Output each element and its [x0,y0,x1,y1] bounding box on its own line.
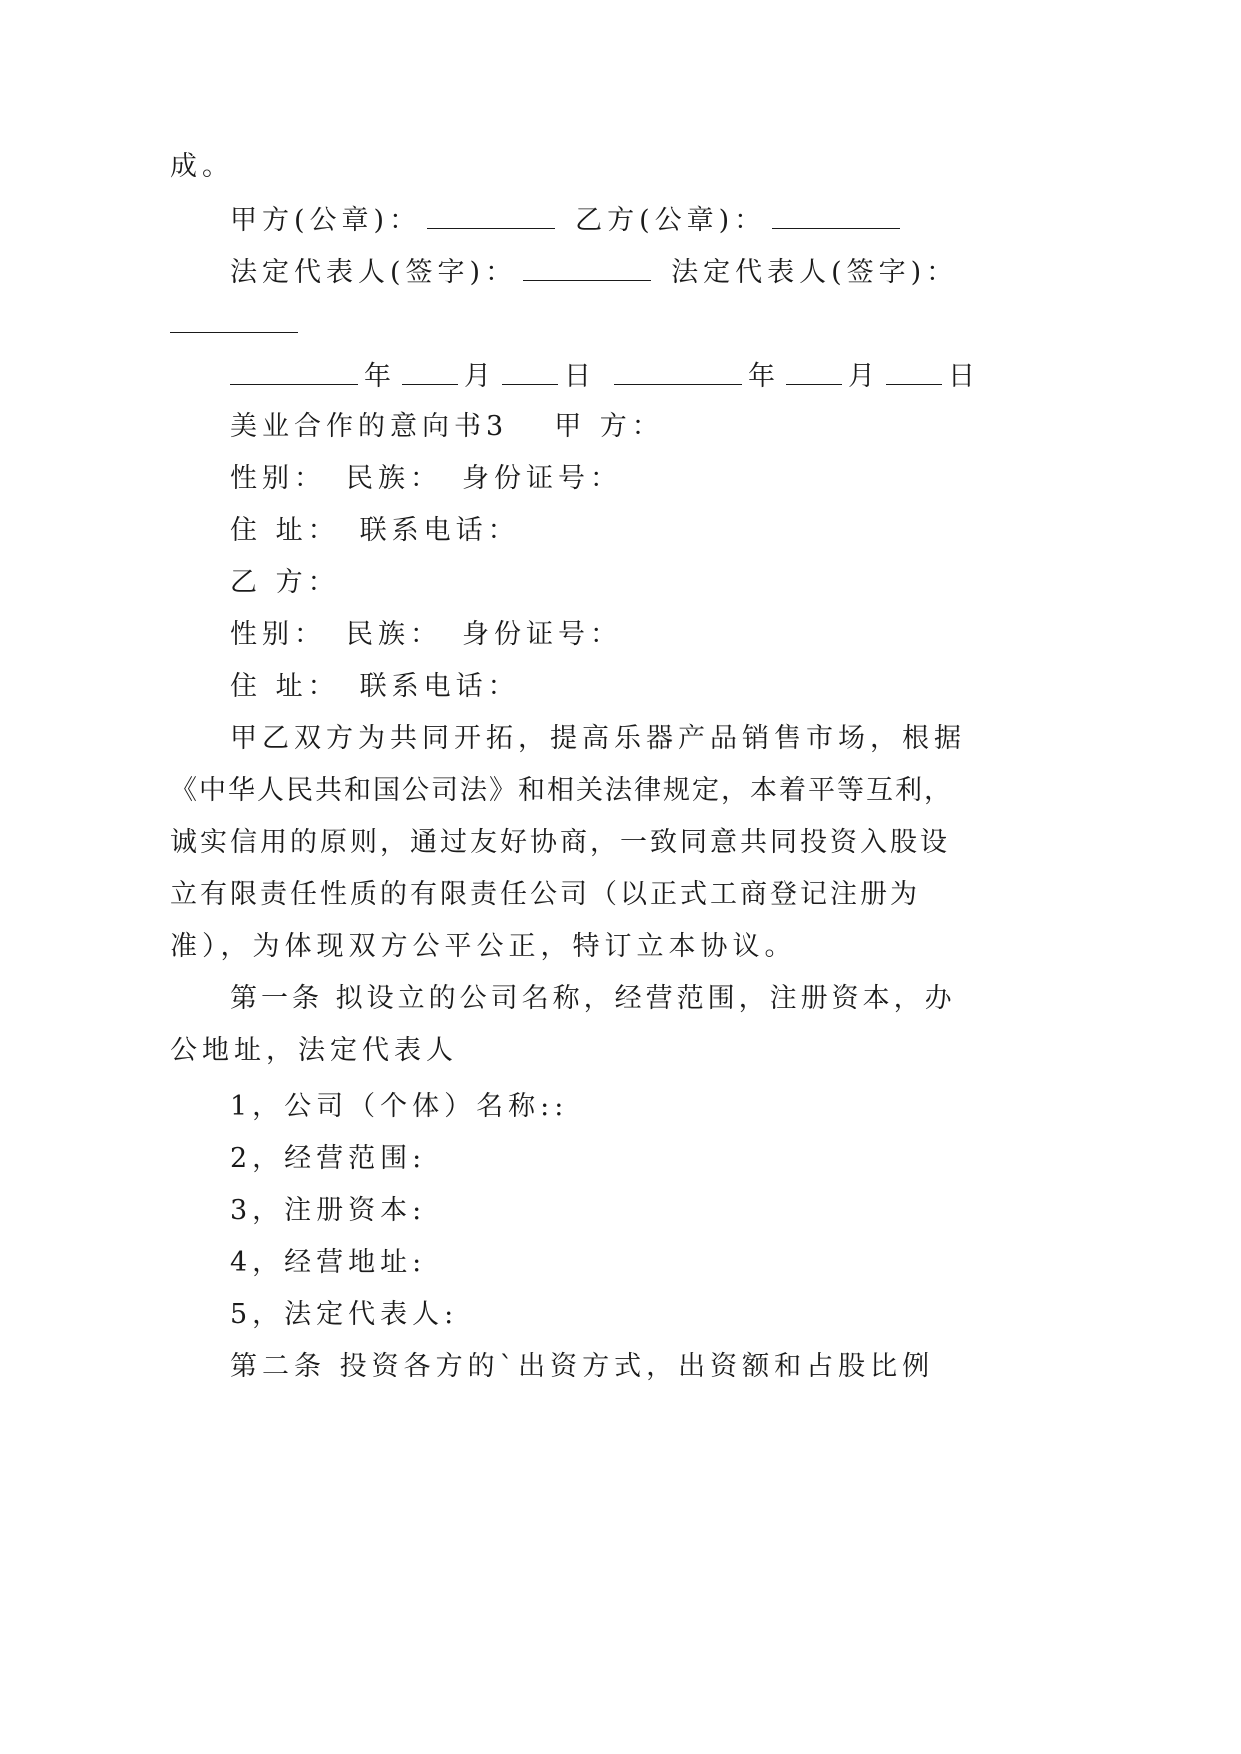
article-heading-line [230,982,956,1016]
list-item [230,1090,940,1124]
list-item-text: 1，公司（个体）名称:: [230,1091,569,1122]
address-label: 住 址： [230,671,340,702]
paragraph-text: 甲乙双方为共同开拓，提高乐器产品销售市场，根据 [230,723,966,754]
signature-line-seal [230,202,940,238]
paragraph-line [170,878,940,912]
text-line [170,150,940,184]
signature-line-rep-continued [170,306,940,342]
year-label: 年 [748,361,780,392]
party-b-contact-line [230,670,940,704]
party-b-rep-label: 法定代表人(签字)： [671,257,959,288]
article-1-heading: 第一条 拟设立的公司名称，经营范围，注册资本，办 [230,983,956,1014]
paragraph-text: 诚实信用的原则，通过友好协商，一致同意共同投资入股设 [170,827,950,858]
article-2-heading: 第二条 投资各方的`出资方式，出资额和占股比例 [230,1351,935,1382]
ethnicity-label: 民族： [346,619,442,650]
paragraph-line [170,826,950,860]
date-a-month-blank [402,358,458,385]
id-number-label: 身份证号： [462,619,622,650]
list-item-text: 5，法定代表人: [230,1299,459,1330]
list-item [230,1298,940,1332]
article-1-heading-continued: 公地址，法定代表人 [170,1035,458,1066]
document-title: 美业合作的意向书3 [230,411,509,442]
month-label: 月 [464,361,496,392]
party-a-info-line [230,462,940,496]
list-item [230,1194,940,1228]
date-b-month-blank [786,358,842,385]
day-label: 日 [948,361,980,392]
article-heading-line [170,1034,940,1068]
paragraph-text: 立有限责任性质的有限责任公司（以正式工商登记注册为 [170,879,920,910]
date-b-year-blank [614,358,742,385]
party-b-heading-line [230,566,940,600]
article-heading-line [230,1350,940,1384]
date-line [230,358,980,394]
gender-label: 性别： [230,619,326,650]
party-b-heading: 乙 方： [230,567,340,598]
party-a-contact-line [230,514,940,548]
paragraph-text: 《中华人民共和国公司法》和相关法律规定，本着平等互利， [170,775,953,806]
document-title-line [230,410,940,444]
paragraph-line [170,774,953,808]
year-label: 年 [364,361,396,392]
paragraph-line [230,722,966,756]
party-a-heading: 甲 方： [554,411,664,442]
party-b-rep-blank [170,306,298,333]
phone-label: 联系电话： [359,671,520,702]
party-b-seal-label: 乙方(公章)： [575,205,767,236]
signature-line-rep [230,254,959,290]
phone-label: 联系电话： [359,515,520,546]
list-item [230,1246,940,1280]
party-a-seal-label: 甲方(公章)： [230,205,422,236]
day-label: 日 [564,361,596,392]
gender-label: 性别： [230,463,326,494]
text-fragment: 成。 [170,151,234,182]
party-a-seal-blank [427,202,555,229]
list-item-text: 4，经营地址: [230,1247,427,1278]
date-a-year-blank [230,358,358,385]
date-b-day-blank [886,358,942,385]
paragraph-text: 准），为体现双方公平公正，特订立本协议。 [170,931,797,962]
list-item-text: 3，注册资本: [230,1195,427,1226]
party-b-info-line [230,618,940,652]
paragraph-line [170,930,940,964]
party-a-rep-blank [523,254,651,281]
list-item-text: 2，经营范围: [230,1143,427,1174]
month-label: 月 [848,361,880,392]
ethnicity-label: 民族： [346,463,442,494]
party-a-rep-label: 法定代表人(签字)： [230,257,518,288]
date-a-day-blank [502,358,558,385]
list-item [230,1142,940,1176]
id-number-label: 身份证号： [462,463,622,494]
address-label: 住 址： [230,515,340,546]
party-b-seal-blank [772,202,900,229]
